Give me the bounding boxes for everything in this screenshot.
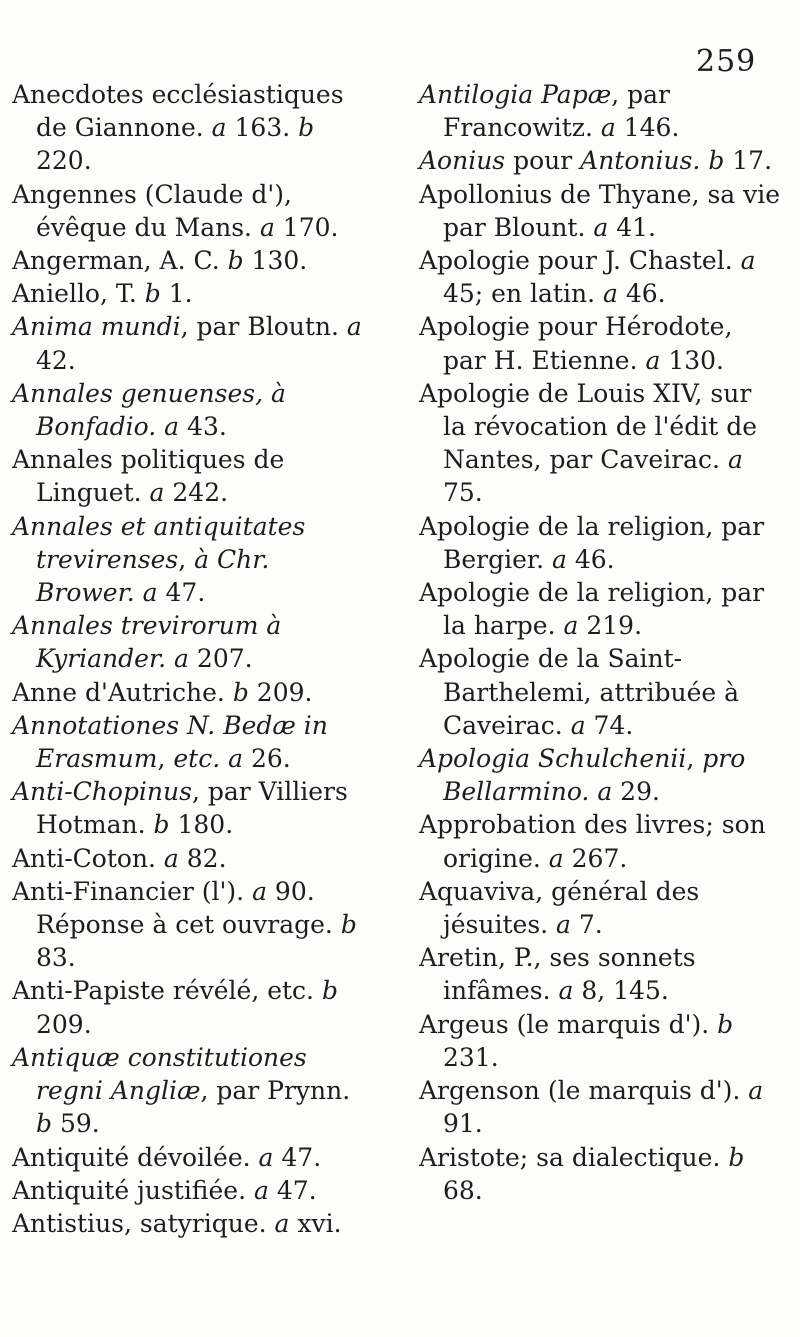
entry-text: Argeus (le marquis d').: [419, 1009, 718, 1039]
entry-text: 130.: [660, 345, 725, 375]
entry-text: Annales politiques de Linguet.: [12, 445, 285, 508]
entry-italic-text: a: [252, 876, 267, 906]
entry-italic-text: à Chr. Brower. a: [36, 544, 270, 608]
index-entry: [12, 775, 374, 841]
entry-text: xvi.: [289, 1208, 342, 1238]
entry-text: Apologie pour Hérodote, par H. Etienne.: [419, 312, 733, 375]
entry-italic-text: a: [274, 1208, 290, 1238]
entry-italic-text: a: [552, 544, 567, 574]
entry-italic-text: a: [149, 478, 165, 508]
index-entry: [12, 443, 374, 509]
entry-italic-text: Apologia Schulchenii: [419, 744, 687, 774]
entry-italic-text: b: [298, 113, 315, 143]
entry-text: 267.: [563, 843, 628, 873]
entry-text: 146.: [615, 113, 680, 143]
entry-text: Apologie de la Saint-Barthelemi, attribuée à Caveirac.: [419, 644, 740, 740]
entry-italic-text: Antonius. b: [580, 146, 725, 176]
entry-text: Angerman, A. C.: [12, 246, 228, 276]
entry-italic-text: a: [600, 113, 616, 143]
entry-text: 46.: [617, 279, 666, 309]
entry-text: 74.: [585, 710, 634, 740]
entry-text: Anecdotes ecclésiastiques de Giannone.: [12, 80, 344, 143]
index-entry: [12, 78, 374, 178]
entry-text: 7.: [570, 910, 603, 940]
index-entry: [12, 178, 374, 244]
index-entry: [12, 244, 374, 277]
entry-text: 170.: [274, 212, 339, 242]
index-entry: [419, 875, 781, 941]
entry-italic-text: a: [258, 1142, 274, 1172]
index-entry: [12, 310, 374, 376]
index-entry: [419, 310, 781, 376]
entry-text: 75.: [443, 478, 483, 508]
index-entry: [419, 808, 781, 874]
entry-text: 130.: [243, 246, 308, 276]
entry-text: ,: [178, 544, 195, 574]
entry-italic-text: etc. a: [173, 744, 244, 774]
entry-italic-text: a: [593, 212, 609, 242]
entry-text: 163.: [226, 113, 299, 143]
entry-text: 41.: [608, 212, 656, 242]
entry-italic-text: b: [36, 1109, 53, 1139]
entry-text: 91.: [443, 1109, 483, 1139]
index-entry: [419, 244, 781, 310]
entry-text: 220.: [36, 146, 92, 176]
index-entry: [419, 78, 781, 144]
index-entry: [419, 1141, 781, 1207]
index-entry: [12, 609, 374, 675]
entry-italic-text: Annales trevirorum à Kyriander. a: [12, 611, 282, 674]
index-column-left: [12, 78, 374, 1240]
entry-text: 26.: [243, 744, 291, 774]
entry-text: 68.: [443, 1175, 483, 1205]
index-entry: [12, 510, 374, 610]
index-entry: [12, 1174, 374, 1207]
entry-text: Aretin, P., ses sonnets infâmes.: [419, 943, 696, 1006]
entry-text: 47.: [273, 1142, 322, 1172]
entry-text: 43.: [179, 412, 227, 442]
index-entry: [12, 377, 374, 443]
entry-italic-text: a: [163, 843, 179, 873]
entry-text: Anti-Coton.: [12, 843, 164, 873]
entry-text: 47.: [157, 578, 206, 608]
index-entry: [419, 178, 781, 244]
index-entry: [12, 1207, 374, 1240]
entry-text: 82.: [178, 843, 227, 873]
entry-text: 8, 145.: [573, 976, 669, 1006]
entry-text: Antiquité dévoilée.: [12, 1142, 259, 1172]
entry-text: 83.: [36, 943, 76, 973]
index-entry: [419, 144, 781, 177]
entry-text: 45; en latin.: [443, 279, 603, 309]
entry-text: 59.: [52, 1109, 100, 1139]
entry-text: , par Prynn.: [200, 1076, 351, 1106]
entry-italic-text: Anti-Chopinus: [12, 777, 192, 807]
index-entry: [419, 742, 781, 808]
entry-italic-text: a: [346, 312, 362, 342]
entry-text: 1.: [160, 279, 193, 309]
entry-italic-text: a: [727, 445, 743, 475]
entry-italic-text: a: [548, 843, 564, 873]
entry-italic-text: Annales et antiquitates trevirenses: [12, 511, 306, 574]
entry-text: Antistius, satyrique.: [12, 1208, 275, 1238]
entry-text: , par Bloutn.: [180, 312, 347, 342]
index-column-right: [419, 78, 781, 1207]
entry-text: , par Villiers Hotman.: [36, 777, 348, 840]
entry-text: pour: [505, 146, 581, 176]
entry-text: Antiquité justifiée.: [12, 1175, 254, 1205]
entry-italic-text: b: [232, 677, 249, 707]
entry-text: 42.: [36, 345, 76, 375]
entry-italic-text: Annales genuenses, à Bonfadio. a: [12, 378, 286, 442]
entry-italic-text: a: [570, 710, 586, 740]
entry-text: Aquaviva, général des jésuites.: [419, 876, 700, 940]
entry-italic-text: b: [340, 910, 357, 940]
entry-text: 90. Réponse à cet ouvrage.: [36, 876, 341, 940]
index-entry: [419, 377, 781, 510]
index-entry: [419, 941, 781, 1007]
index-entry: [12, 676, 374, 709]
entry-text: 17.: [724, 146, 773, 176]
entry-text: Anne d'Autriche.: [12, 677, 233, 707]
entry-text: 219.: [578, 611, 643, 641]
entry-italic-text: b: [144, 279, 161, 309]
entry-italic-text: pro Bellarmino. a: [443, 744, 746, 807]
index-entry: [419, 1008, 781, 1074]
entry-text: Anti-Financier (l').: [12, 876, 253, 906]
index-entry: [12, 875, 374, 975]
entry-italic-text: a: [253, 1175, 269, 1205]
entry-italic-text: b: [321, 976, 338, 1006]
entry-italic-text: b: [153, 810, 170, 840]
entry-text: 207.: [188, 644, 253, 674]
index-entry: [419, 576, 781, 642]
entry-italic-text: b: [717, 1009, 734, 1039]
entry-text: 46.: [566, 544, 615, 574]
index-entry: [419, 642, 781, 742]
index-entry: [12, 277, 374, 310]
page-number: 259: [696, 44, 757, 79]
entry-text: Aniello, T.: [12, 279, 145, 309]
index-entry: [12, 842, 374, 875]
entry-text: 29.: [612, 777, 660, 807]
entry-italic-text: b: [227, 246, 244, 276]
entry-text: 242.: [164, 478, 229, 508]
index-entry: [419, 1074, 781, 1140]
entry-italic-text: a: [558, 976, 574, 1006]
entry-text: 180.: [169, 810, 234, 840]
entry-text: Approbation des livres; son origine.: [419, 810, 766, 873]
entry-italic-text: a: [211, 113, 227, 143]
entry-text: Aristote; sa dialectique.: [419, 1142, 729, 1172]
entry-text: Anti-Papiste révélé, etc.: [12, 976, 322, 1006]
entry-italic-text: Anima mundi: [12, 312, 181, 342]
entry-text: Apologie pour J. Chastel.: [419, 246, 741, 276]
entry-italic-text: a: [748, 1076, 764, 1106]
index-entry: [12, 974, 374, 1040]
entry-italic-text: a: [259, 212, 275, 242]
entry-italic-text: Antiquæ constitutiones regni Angliæ: [12, 1042, 307, 1106]
entry-italic-text: Aonius: [419, 146, 506, 176]
index-entry: [12, 1041, 374, 1141]
entry-italic-text: a: [645, 345, 661, 375]
entry-text: 231.: [443, 1042, 499, 1072]
entry-italic-text: a: [602, 279, 618, 309]
entry-text: 209.: [36, 1009, 92, 1039]
entry-italic-text: b: [728, 1142, 745, 1172]
entry-italic-text: a: [563, 611, 579, 641]
entry-text: , par Francowitz.: [443, 80, 670, 143]
entry-italic-text: a: [740, 246, 756, 276]
entry-text: Apologie de Louis XIV, sur la révocation de l'édit de Nantes, par Caveirac.: [419, 378, 758, 475]
entry-text: Angennes (Claude d'), évêque du Mans.: [12, 179, 292, 242]
entry-text: Apologie de la religion, par Bergier.: [419, 511, 765, 574]
entry-text: 209.: [248, 677, 313, 707]
index-entry: [12, 1141, 374, 1174]
entry-italic-text: Annotationes N. Bedæ in Erasmum: [12, 710, 328, 774]
entry-text: ,: [157, 744, 174, 774]
entry-text: ,: [686, 744, 703, 774]
entry-italic-text: Antilogia Papæ: [419, 80, 612, 109]
entry-text: Apologie de la religion, par la harpe.: [419, 578, 765, 641]
entry-text: Apollonius de Thyane, sa vie par Blount.: [419, 179, 781, 242]
index-entry: [12, 709, 374, 775]
index-entry: [419, 510, 781, 576]
entry-text: Argenson (le marquis d').: [419, 1076, 749, 1106]
entry-text: 47.: [268, 1175, 317, 1205]
entry-italic-text: a: [556, 910, 571, 940]
